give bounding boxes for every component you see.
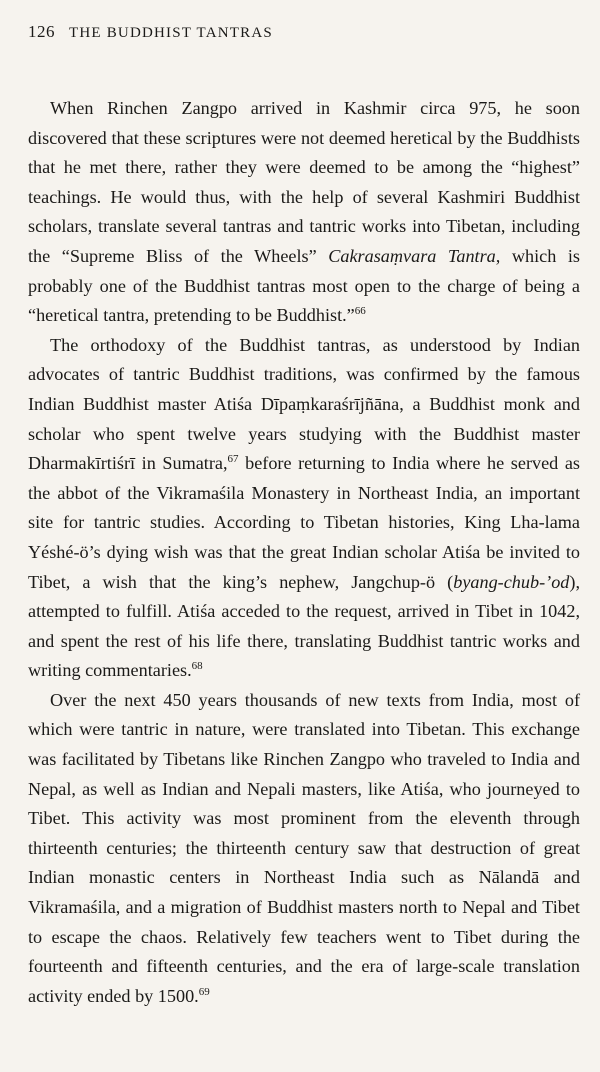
page-number: 126 — [28, 22, 55, 41]
paragraph-2 — [28, 331, 580, 686]
italic-text: byang-chub-’od — [453, 571, 570, 592]
footnote-reference: 69 — [198, 985, 210, 998]
text-segment: When Rinchen Zangpo arrived in Kashmir circa 975, he soon discovered that these scriptures were not deemed heretical by the Buddhists that he met there, rather they were deemed to be among the “highest” teachings. He would thus, with the help of several Kashmiri Buddhist scholars, translate several tantras and tantric works into Tibetan, including the “Supreme Bliss of the Wheels” — [28, 98, 580, 266]
text-segment: which is probably one of the Buddhist tantras most open to the charge of being a “heretical tantra, pretending to be Buddhist.” — [28, 245, 580, 326]
body-text — [28, 94, 580, 1011]
italic-text: Cakrasaṃvara Tantra, — [328, 245, 501, 266]
running-title: THE BUDDHIST TANTRAS — [69, 25, 273, 41]
footnote-reference: 68 — [191, 660, 203, 673]
text-segment: before returning to India where he served as the abbot of the Vikramaśila Monastery in Northeast India, an important site for tantric studies. According to Tibetan histories, King Lha-lama Yéshé-ö’s dying wish was that the great Indian scholar Atiśa be invited to Tibet, a wish that the king’s nephew, Jangchup-ö ( — [28, 453, 580, 592]
text-segment: Over the next 450 years thousands of new texts from India, most of which were tantric in nature, were translated into Tibetan. This exchange was facilitated by Tibetans like Rinchen Zangpo who traveled to India and Nepal, as well as Indian and Nepali masters, like Atiśa, who journeyed to Tibet. This activity was most prominent from the eleventh through thirteenth centuries; the thirteenth century saw that destruction of great Indian monastic centers in Northeast India such as Nālandā and Vikramaśila, and a migration of Buddhist masters north to Nepal and Tibet to escape the chaos. Relatively few teachers went to Tibet during the fourteenth and fifteenth centuries, and the era of large-scale translation activity ended by 1500. — [28, 689, 580, 1006]
paragraph-3 — [28, 686, 580, 1012]
text-segment: The orthodoxy of the Buddhist tantras, as understood by Indian advocates of tantric Buddhist traditions, was confirmed by the famous Indian Buddhist master Atiśa Dīpaṃkaraśrījñāna, a Buddhist monk and scholar who spent twelve years studying with the Buddhist master Dharmakīrtiśrī in Sumatra, — [28, 334, 580, 474]
running-head — [28, 22, 600, 50]
footnote-reference: 67 — [227, 453, 239, 466]
paragraph-1 — [28, 94, 580, 331]
text-segment: ), attempted to fulfill. Atiśa acceded to the request, arrived in Tibet in 1042, and spent the rest of his life there, translating Buddhist tantric works and writing commentaries. — [28, 571, 580, 681]
footnote-reference: 66 — [354, 305, 366, 318]
